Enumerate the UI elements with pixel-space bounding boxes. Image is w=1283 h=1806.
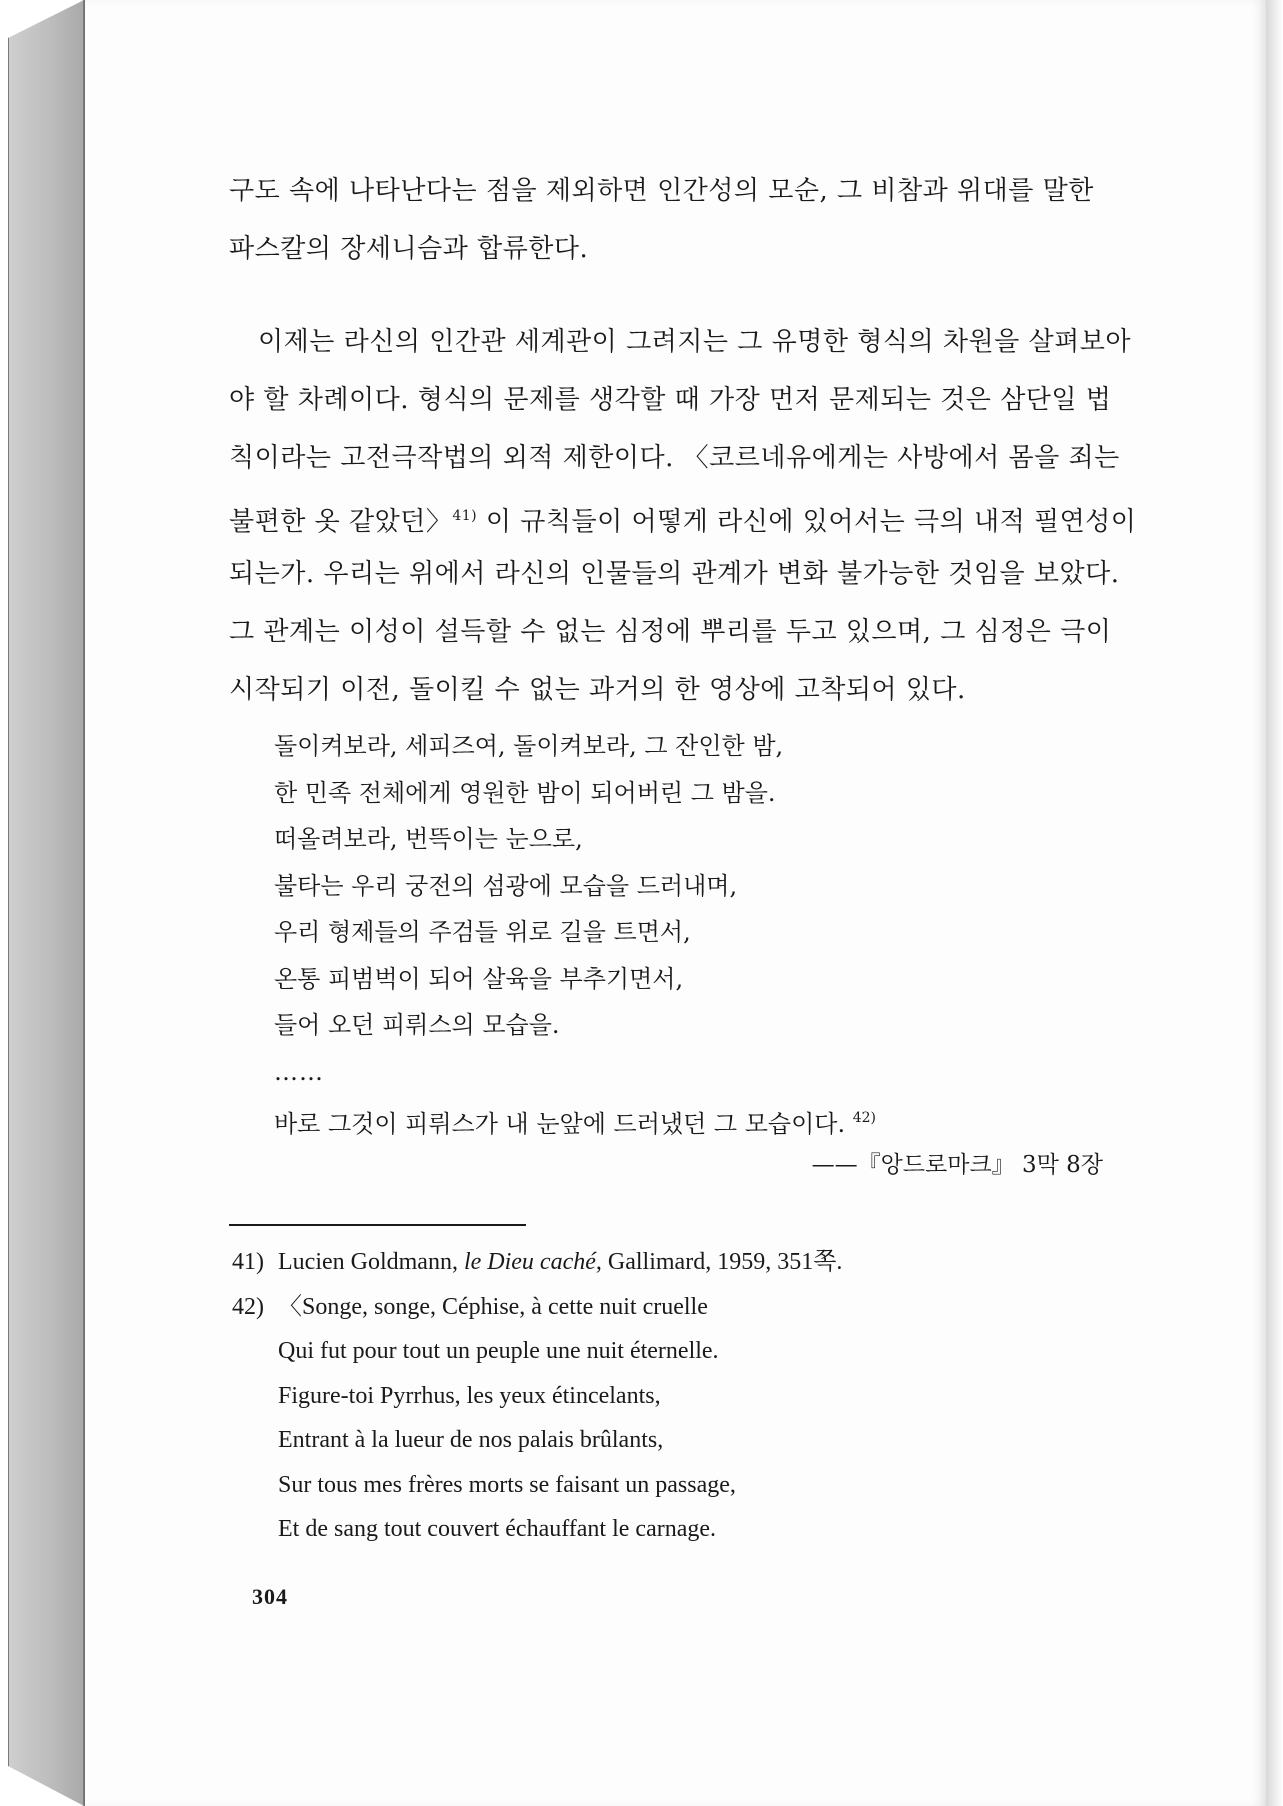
footnote-number: 42) <box>232 1293 264 1320</box>
page-number: 304 <box>252 1584 288 1609</box>
text-line: 되는가. 우리는 위에서 라신의 인물들의 관계가 변화 불가능한 것임을 보았다. <box>229 559 1120 589</box>
footnote-line: Et de sang tout couvert échauffant le carnage. <box>278 1516 717 1542</box>
paragraph-continuation <box>229 162 1129 278</box>
text-line: 이제는 라신의 인간관 세계관이 그려지는 그 유명한 형식의 차원을 살펴보아 <box>258 327 1131 357</box>
footnote-author: Lucien Goldmann, <box>278 1249 458 1275</box>
text-line: 구도 속에 나타난다는 점을 제외하면 인간성의 모순, 그 비참과 위대를 말한 <box>229 176 1094 206</box>
footnote-number: 41) <box>232 1249 264 1275</box>
verse-line: 돌이켜보라, 세피즈여, 돌이켜보라, 그 잔인한 밤, <box>274 732 784 760</box>
footnote-41 <box>232 1240 1112 1285</box>
verse-line: 들어 오던 피뤼스의 모습을. <box>274 1011 560 1039</box>
verse-line: 우리 형제들의 주검들 위로 길을 트면서, <box>274 918 691 946</box>
verse-ellipsis: …… <box>274 1057 324 1086</box>
text-fragment: 이 규칙들이 어떻게 라신에 있어서는 극의 내적 필연성이 <box>485 507 1137 537</box>
verse-attribution: ——『앙드로마크』 3막 8장 <box>811 1152 1103 1178</box>
text-line-with-ref <box>229 487 1137 545</box>
footnotes <box>232 1240 1112 1552</box>
text-fragment: 바로 그것이 피뤼스가 내 눈앞에 드러냈던 그 모습이다. <box>274 1110 846 1138</box>
text-line: 야 할 차례이다. 형식의 문제를 생각할 때 가장 먼저 문제되는 것은 삼단일 법 <box>229 385 1112 415</box>
footnote-line: Sur tous mes frères morts se faisant un passage, <box>278 1471 736 1498</box>
verse-line: 불타는 우리 궁전의 섬광에 모습을 드러내며, <box>274 871 738 900</box>
text-fragment: 불편한 옷 같았던〉 <box>229 507 453 537</box>
footnote-line: 〈Songe, songe, Céphise, à cette nuit cruelle <box>278 1293 708 1320</box>
verse-quotation <box>274 723 1094 1142</box>
footnote-line: Entrant à la lueur de nos palais brûlants, <box>278 1427 664 1453</box>
footnote-ref-41[interactable]: 41) <box>452 508 478 524</box>
footnote-ref-42[interactable]: 42) <box>852 1110 876 1126</box>
text-line: 그 관계는 이성이 설득할 수 없는 심정에 뿌리를 두고 있으며, 그 심정은 극이 <box>229 617 1112 647</box>
paragraph-main <box>229 313 1137 719</box>
book-spine-edge <box>8 0 84 1806</box>
footnote-line: Figure-toi Pyrrhus, les yeux étincelants, <box>278 1382 661 1409</box>
text-line: 파스칼의 장세니슴과 합류한다. <box>229 234 589 264</box>
text-line: 칙이라는 고전극작법의 외적 제한이다. 〈코르네유에게는 사방에서 몸을 죄는 <box>229 443 1120 473</box>
footnote-title: le Dieu caché, <box>463 1249 602 1275</box>
page-edge-shadow <box>1266 0 1283 1806</box>
text-line: 시작되기 이전, 돌이킬 수 없는 과거의 한 영상에 고착되어 있다. <box>229 675 966 705</box>
verse-line-with-ref <box>274 1095 1094 1142</box>
verse-line: 온통 피범벅이 되어 살육을 부추기면서, <box>274 964 684 993</box>
footnote-42 <box>232 1285 1112 1330</box>
verse-line: 한 민족 전체에게 영원한 밤이 되어버린 그 밤을. <box>274 778 776 807</box>
footnote-divider <box>229 1224 526 1226</box>
verse-line: 떠올려보라, 번뜩이는 눈으로, <box>274 825 583 853</box>
footnote-line: Qui fut pour tout un peuple une nuit éternelle. <box>278 1338 719 1364</box>
footnote-publication: Gallimard, 1959, 351쪽. <box>607 1249 843 1275</box>
